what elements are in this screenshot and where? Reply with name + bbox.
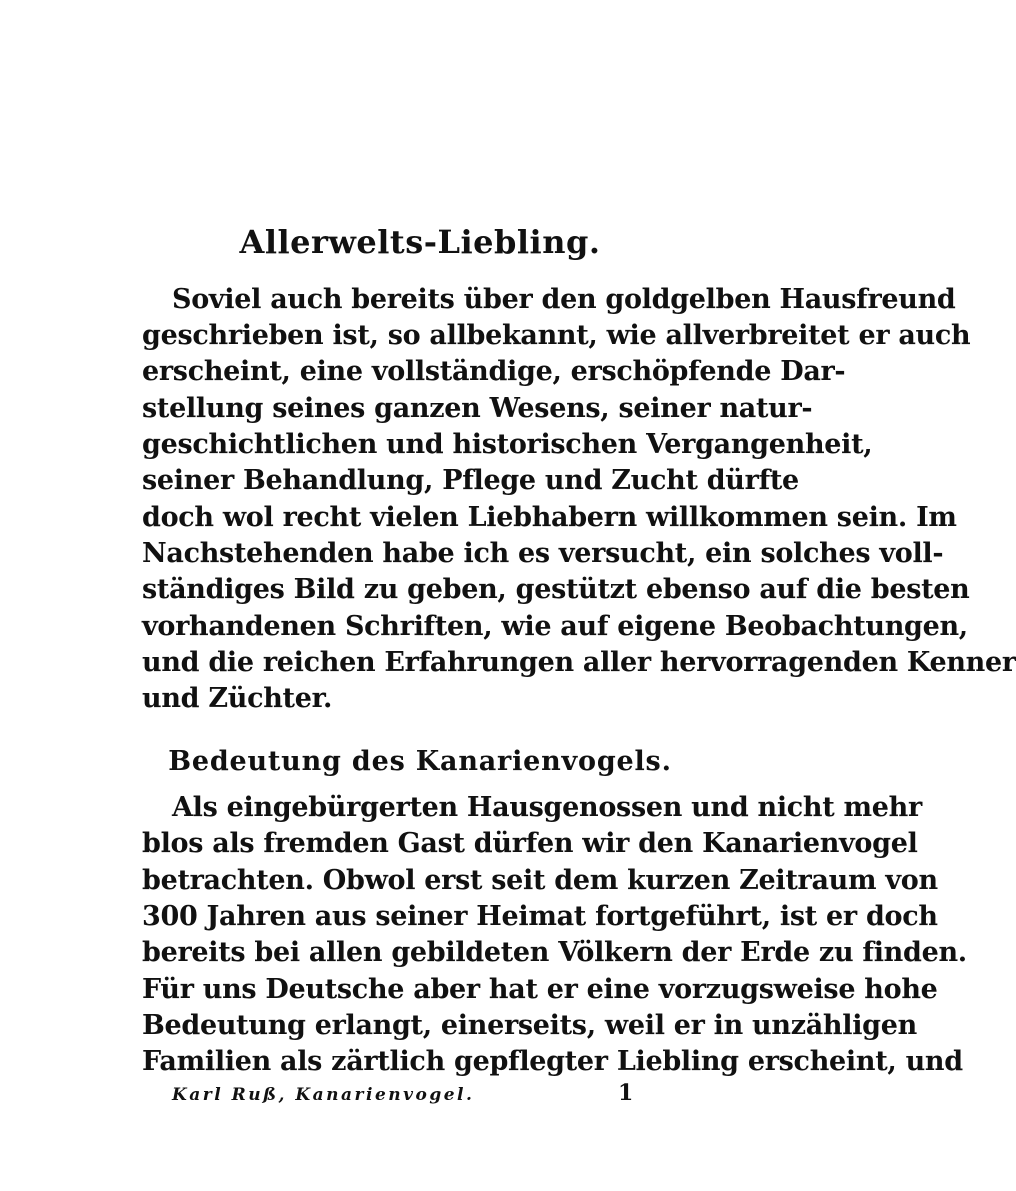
section-line: Für uns Deutsche aber hat er eine vorzugsweise hohe bbox=[142, 974, 938, 1005]
intro-line: ständiges Bild zu geben, gestützt ebenso auf die besten bbox=[142, 574, 970, 605]
intro-line: geschrieben ist, so allbekannt, wie allverbreitet er auch bbox=[142, 320, 971, 351]
section-line: 300 Jahren aus seiner Heimat fortgeführt, ist er doch bbox=[142, 901, 938, 932]
intro-line: seiner Behandlung, Pflege und Zucht dürfte bbox=[142, 465, 799, 496]
intro-line: und Züchter. bbox=[142, 683, 333, 714]
intro-line: Soviel auch bereits über den goldgelben Hausfreund bbox=[172, 284, 956, 315]
section-line: Bedeutung erlangt, einerseits, weil er in unzähligen bbox=[142, 1010, 917, 1041]
intro-line: stellung seines ganzen Wesens, seiner natur- bbox=[142, 393, 813, 424]
intro-line: doch wol recht vielen Liebhabern willkommen sein. Im bbox=[142, 502, 957, 533]
section-line: bereits bei allen gebildeten Völkern der Erde zu finden. bbox=[142, 937, 967, 968]
page-title: Allerwelts-Liebling. bbox=[239, 223, 601, 261]
section-heading: Bedeutung des Kanarienvogels. bbox=[168, 746, 672, 777]
intro-line: Nachstehenden habe ich es versucht, ein solches voll- bbox=[142, 538, 944, 569]
intro-line: vorhandenen Schriften, wie auf eigene Beobachtungen, bbox=[142, 611, 968, 642]
intro-line: und die reichen Erfahrungen aller hervorragenden Kenner bbox=[142, 647, 1016, 678]
footer-signature: Karl Ruß, Kanarienvogel. bbox=[172, 1085, 475, 1105]
section-line: blos als fremden Gast dürfen wir den Kanarienvogel bbox=[142, 828, 918, 859]
intro-line: geschichtlichen und historischen Vergangenheit, bbox=[142, 429, 873, 460]
intro-line: erscheint, eine vollständige, erschöpfende Dar- bbox=[142, 356, 846, 387]
page-number: 1 bbox=[618, 1080, 634, 1106]
section-line: betrachten. Obwol erst seit dem kurzen Zeitraum von bbox=[142, 865, 938, 896]
section-line: Als eingebürgerten Hausgenossen und nicht mehr bbox=[172, 792, 922, 823]
section-line: Familien als zärtlich gepflegter Liebling erscheint, und bbox=[142, 1046, 963, 1077]
